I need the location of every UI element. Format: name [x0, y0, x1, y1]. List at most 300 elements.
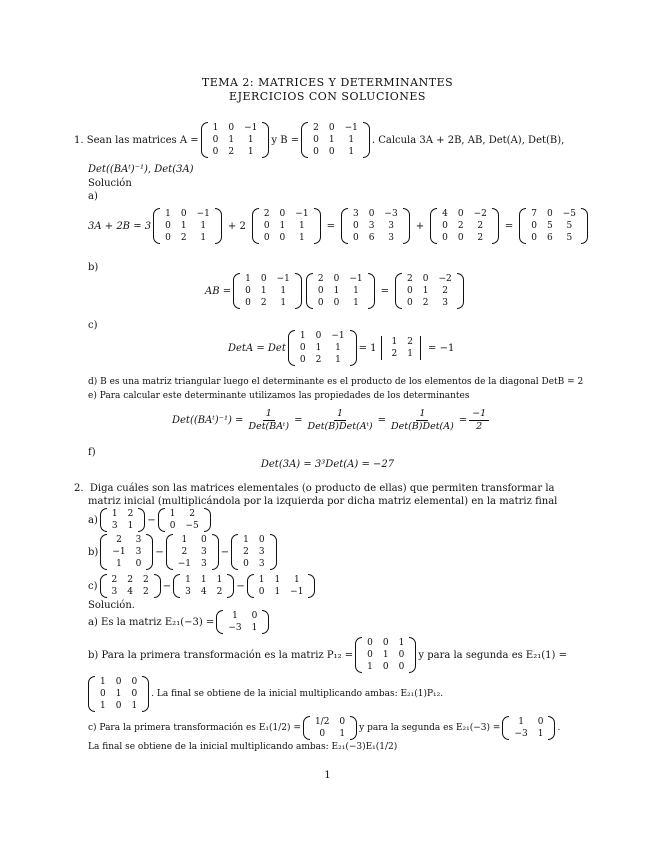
- right-paren: [204, 508, 211, 532]
- left-paren: [153, 208, 160, 244]
- matrix-entry: 3: [111, 587, 118, 597]
- matrix-entry: 1: [422, 286, 429, 296]
- matrix-entry: 1: [258, 575, 265, 585]
- matrix-entry: 3: [185, 587, 191, 597]
- matrix-entry: −1: [112, 547, 126, 557]
- matrix-entry: 2: [127, 509, 134, 519]
- matrix-entry: 0: [328, 123, 335, 133]
- right-paren: [350, 716, 357, 740]
- matrix-entry: 0: [382, 662, 389, 672]
- transform-arrow: −: [220, 546, 230, 558]
- solution-heading-1: Solución: [88, 178, 132, 189]
- matrix-entry: 4: [127, 587, 133, 597]
- matrix-entry: 1: [169, 509, 176, 519]
- exercise-1-and-b: y B =: [271, 134, 300, 146]
- matrix-entry: 1: [299, 221, 305, 231]
- exercise-2-number: 2.: [74, 483, 84, 494]
- matrix-entry: 2: [263, 209, 270, 219]
- fraction-1: $\frac{1}{\text{Det(BAᵗ)}}$: [248, 408, 290, 432]
- matrix-B-b: [306, 273, 375, 309]
- exercise-1-prompt: [74, 122, 564, 158]
- matrix-entry: 1: [212, 123, 219, 133]
- matrix-entry: 1: [200, 575, 207, 585]
- matrix-E21-neg3: [216, 610, 269, 634]
- matrix-entry: −5: [562, 209, 576, 219]
- matrix-entry: 3: [388, 233, 394, 243]
- matrix-entry: 1: [353, 298, 359, 308]
- matrix-entry: 3: [201, 559, 207, 569]
- right-paren: [492, 208, 499, 244]
- exercise-1-number: 1.: [74, 134, 84, 146]
- matrix-entry: 0: [398, 650, 405, 660]
- matrix-entry: 0: [258, 535, 265, 545]
- matrix-entry: 3: [442, 298, 448, 308]
- matrix-entry: 2: [116, 535, 122, 545]
- right-paren: [368, 273, 375, 309]
- matrix-entry: 2: [111, 575, 118, 585]
- part-c-label: c): [88, 320, 98, 331]
- matrix-entry: 1: [391, 337, 398, 347]
- left-paren: [247, 574, 254, 598]
- right-paren: [295, 273, 302, 309]
- matrix-entry: 0: [407, 286, 413, 296]
- exercise-1-prompt-line2: Det((BAᵗ)⁻¹), Det(3A): [88, 164, 194, 175]
- right-paren: [215, 208, 222, 244]
- matrix-entry: 1: [232, 611, 238, 621]
- matrix-entry: 4: [200, 587, 207, 597]
- matrix-entry: 0: [339, 717, 346, 727]
- matrix-entry: 0: [115, 701, 122, 711]
- matrix-entry: 5: [566, 233, 573, 243]
- matrix-entry: 1: [367, 662, 373, 672]
- matrix-A-b: [233, 273, 302, 309]
- right-paren: [314, 208, 321, 244]
- matrix-entry: 1: [280, 286, 287, 296]
- solution-heading-2: Solución.: [88, 600, 135, 611]
- right-paren: [581, 208, 588, 244]
- left-paren: [355, 637, 362, 673]
- ex2-a-initial: [100, 508, 145, 532]
- matrix-entry: 1: [333, 286, 340, 296]
- matrix-entry: 1: [518, 717, 524, 727]
- matrix-entry: 0: [531, 233, 537, 243]
- matrix-entry: 0: [398, 662, 405, 672]
- matrix-entry: 3: [111, 521, 118, 531]
- matrix-entry: 1: [299, 331, 306, 341]
- part-a-eq: =: [326, 220, 335, 232]
- part-a-label: a): [88, 191, 98, 202]
- matrix-entry: 1: [280, 298, 287, 308]
- matrix-entry: 0: [442, 221, 448, 231]
- matrix-entry: 6: [546, 233, 553, 243]
- matrix-entry: 0: [367, 638, 373, 648]
- matrix-entry: 0: [546, 209, 553, 219]
- ex2-c-final: [247, 574, 316, 598]
- fraction-3: $\frac{1}{\text{Det(B)Det(A)}}$: [391, 408, 454, 432]
- matrix-entry: 6: [368, 233, 375, 243]
- fraction-4: $\frac{-1}{2}$: [469, 408, 489, 433]
- matrix-entry: 1: [228, 135, 235, 145]
- left-paren: [252, 208, 259, 244]
- matrix-AB: [395, 273, 464, 309]
- matrix-entry: −1: [177, 559, 191, 569]
- matrix-A: [201, 122, 270, 158]
- matrix-entry: 0: [165, 221, 171, 231]
- matrix-entry: 4: [442, 209, 448, 219]
- ex2-b-label: b): [88, 546, 99, 558]
- matrix-entry: 1: [299, 233, 305, 243]
- matrix-entry: −1: [344, 123, 358, 133]
- ex2-solution-c-line1: c) Para la primera transformación es E₁(1/2) = 1/2 0 0 1 y para la segunda es E₂₁(−3) = 1 0 −3 1 .: [88, 717, 561, 739]
- matrix-A-c: [288, 330, 357, 366]
- matrix-entry: 0: [279, 233, 286, 243]
- part-e-lhs: Det((BAᵗ)⁻¹) =: [172, 415, 244, 426]
- matrix-entry: 1: [335, 343, 341, 353]
- matrix-entry: 1: [348, 147, 355, 157]
- exercise-2-prompt-line2: matriz inicial (multiplicándola por la izquierda por dicha matriz elemental) en la matriz final: [88, 496, 558, 507]
- matrix-entry: 5: [546, 221, 553, 231]
- matrix-entry: 2: [407, 274, 413, 284]
- matrix-entry: 1: [100, 701, 106, 711]
- matrix-entry: 1: [353, 286, 359, 296]
- matrix-entry: 0: [368, 209, 375, 219]
- part-f-label: f): [88, 447, 96, 458]
- matrix-entry: 1: [185, 575, 191, 585]
- minor-determinant: [379, 336, 426, 360]
- left-paren: [100, 508, 107, 532]
- matrix-entry: −3: [514, 729, 528, 739]
- matrix-entry: 0: [457, 233, 464, 243]
- ex2-solution-c-line2: La final se obtiene de la inicial multiplicando ambas: E₂₁(−3)E₁(1/2): [88, 742, 398, 752]
- matrix-entry: 1: [243, 535, 249, 545]
- matrix-entry: 2: [260, 298, 267, 308]
- right-paren: [350, 330, 357, 366]
- matrix-entry: 1/2: [314, 717, 330, 727]
- matrix-entry: 3: [258, 547, 265, 557]
- matrix-entry: 1: [315, 343, 322, 353]
- page-subtitle: EJERCICIOS CON SOLUCIONES: [229, 90, 426, 103]
- matrix-entry: 2: [422, 298, 429, 308]
- matrix-sum: [519, 208, 588, 244]
- left-paren: [201, 122, 208, 158]
- right-paren: [409, 637, 416, 673]
- matrix-3A: [341, 208, 410, 244]
- right-paren: [270, 534, 277, 570]
- right-paren: [403, 208, 410, 244]
- matrix-entry: 0: [169, 521, 176, 531]
- matrix-entry: 0: [260, 274, 267, 284]
- matrix-entry: 0: [228, 123, 235, 133]
- matrix-entry: 1: [382, 650, 389, 660]
- left-paren: [100, 574, 107, 598]
- matrix-entry: 2: [313, 123, 319, 133]
- part-a-equation: [88, 208, 590, 244]
- matrix-entry: 2: [477, 233, 484, 243]
- matrix-entry: 1: [165, 209, 171, 219]
- ex2-b-middle: [166, 534, 219, 570]
- ex2-b-initial: [100, 534, 153, 570]
- ex2-c-middle: [173, 574, 234, 598]
- left-paren: [166, 534, 173, 570]
- matrix-entry: 0: [352, 233, 359, 243]
- matrix-entry: 0: [279, 209, 286, 219]
- matrix-entry: 3: [201, 547, 207, 557]
- left-paren: [306, 273, 313, 309]
- matrix-A-copy: [153, 208, 222, 244]
- right-paren: [308, 574, 315, 598]
- ex2-c-label: c): [88, 580, 98, 592]
- left-paren: [502, 716, 509, 740]
- part-b-label: b): [88, 262, 99, 273]
- exercise-1-text-start: Sean las matrices A =: [86, 134, 199, 146]
- part-f-equation: Det(3A) = 3³Det(A) = −27: [260, 459, 395, 470]
- matrix-entry: 1: [274, 575, 281, 585]
- matrix-entry: −1: [290, 587, 304, 597]
- ex2-solution-a: a) Es la matriz E₂₁(−3) = 1 0 −3 1: [88, 610, 271, 634]
- matrix-entry: 1: [251, 623, 258, 633]
- matrix-entry: 0: [367, 650, 373, 660]
- matrix-entry: 2: [216, 587, 223, 597]
- matrix-P12: [355, 637, 416, 673]
- left-paren: [288, 330, 295, 366]
- matrix-entry: −1: [331, 331, 345, 341]
- ex2-part-a: [88, 508, 213, 532]
- matrix-entry: 0: [299, 343, 306, 353]
- matrix-E21-1: [88, 676, 149, 712]
- matrix-entry: 3: [258, 559, 265, 569]
- left-paren: [303, 716, 310, 740]
- matrix-entry: 3: [135, 547, 142, 557]
- right-paren: [227, 574, 234, 598]
- matrix-entry: 1: [111, 509, 118, 519]
- matrix-entry: 0: [251, 611, 258, 621]
- matrix-entry: 1: [348, 135, 355, 145]
- matrix-entry: 1: [260, 286, 267, 296]
- part-b-eq: =: [380, 285, 390, 297]
- matrix-entry: 1: [200, 221, 207, 231]
- left-paren: [395, 273, 402, 309]
- exercise-2-prompt-line1: 2. Diga cuáles son las matrices elementales (o producto de ellas) que permiten transformar la: [74, 483, 555, 494]
- matrix-entry: 0: [131, 677, 138, 687]
- matrix-entry: 0: [442, 233, 448, 243]
- matrix-entry: 2: [142, 575, 149, 585]
- matrix-B-copy: [252, 208, 321, 244]
- matrix-entry: 2: [243, 547, 249, 557]
- right-paren: [142, 676, 149, 712]
- ex2-solution-b-line1: b) Para la primera transformación es la matriz P₁₂ = 0 0 1 0 1 0 1 0 0 y para la segunda es E₂₁(1) =: [88, 638, 567, 672]
- matrix-entry: 1: [293, 575, 300, 585]
- part-c-eq1: = 1: [358, 342, 377, 354]
- matrix-entry: 0: [212, 135, 219, 145]
- matrix-entry: 3: [352, 209, 359, 219]
- matrix-entry: 2: [477, 221, 484, 231]
- left-paren: [301, 122, 308, 158]
- matrix-entry: −1: [349, 274, 363, 284]
- left-paren: [519, 208, 526, 244]
- exercise-1-text-end: . Calcula 3A + 2B, AB, Det(A), Det(B),: [371, 134, 565, 146]
- matrix-entry: 1: [216, 575, 223, 585]
- matrix-entry: −3: [384, 209, 398, 219]
- matrix-entry: 2: [315, 355, 322, 365]
- part-b-equation: [205, 273, 466, 309]
- matrix-entry: 1: [328, 135, 335, 145]
- matrix-entry: 0: [333, 274, 340, 284]
- left-paren: [231, 534, 238, 570]
- left-paren: [173, 574, 180, 598]
- matrix-entry: 0: [352, 221, 359, 231]
- matrix-entry: 0: [317, 286, 324, 296]
- matrix-E1-half: [303, 716, 357, 740]
- matrix-entry: 1: [100, 677, 106, 687]
- matrix-entry: 1: [274, 587, 281, 597]
- matrix-entry: 0: [531, 221, 537, 231]
- part-a-plus: +: [415, 220, 425, 232]
- left-paren: [158, 508, 165, 532]
- matrix-entry: 0: [313, 135, 319, 145]
- part-a-eq2: =: [504, 220, 514, 232]
- matrix-entry: 3: [368, 221, 375, 231]
- part-e-equation: Det((BAᵗ)⁻¹) = $\frac{1}{\text{Det(BAᵗ)}}$ = $\frac{1}{\text{Det(B)Det(Aᵗ)}}$ = $\frac{1}{\text{Det(B)Det(A)}}$ = $\frac{-1}{2}$: [172, 408, 491, 433]
- matrix-entry: 1: [200, 233, 207, 243]
- part-c-equation: [228, 330, 454, 366]
- matrix-entry: 7: [531, 209, 537, 219]
- det-bar-right: [420, 336, 424, 360]
- matrix-entry: 0: [407, 298, 413, 308]
- left-paren: [341, 208, 348, 244]
- matrix-entry: 0: [135, 559, 142, 569]
- matrix-entry: 0: [243, 559, 249, 569]
- matrix-entry: 0: [165, 233, 171, 243]
- matrix-entry: 1: [339, 729, 346, 739]
- matrix-entry: 0: [258, 587, 265, 597]
- left-paren: [100, 534, 107, 570]
- right-paren: [154, 574, 161, 598]
- ex2-a-final: [158, 508, 211, 532]
- right-paren: [548, 716, 555, 740]
- matrix-entry: 0: [315, 331, 322, 341]
- matrix-2B: [430, 208, 499, 244]
- matrix-entry: 1: [181, 535, 188, 545]
- matrix-entry: 1: [131, 701, 138, 711]
- transform-arrow: −: [147, 514, 156, 526]
- left-paren: [430, 208, 437, 244]
- matrix-entry: 0: [328, 147, 335, 157]
- matrix-entry: −2: [473, 209, 487, 219]
- part-a-plus2: + 2: [227, 220, 246, 232]
- right-paren: [146, 534, 153, 570]
- right-paren: [212, 534, 219, 570]
- matrix-E21-neg3-c: [502, 716, 555, 740]
- matrix-entry: 0: [317, 298, 324, 308]
- matrix-entry: 1: [127, 521, 134, 531]
- right-paren: [262, 122, 269, 158]
- left-paren: [233, 273, 240, 309]
- matrix-entry: 3: [388, 221, 394, 231]
- matrix-entry: 1: [115, 689, 122, 699]
- transform-arrow: −: [236, 580, 245, 592]
- part-e-text: e) Para calcular este determinante utilizamos las propiedades de los determinantes: [88, 391, 470, 401]
- page-title: TEMA 2: MATRICES Y DETERMINANTES: [201, 76, 454, 89]
- left-paren: [216, 610, 223, 634]
- matrix-entry: 0: [180, 209, 187, 219]
- matrix-B: [301, 122, 370, 158]
- matrix-entry: 2: [127, 575, 133, 585]
- matrix-entry: −1: [295, 209, 309, 219]
- part-b-lhs: AB =: [205, 285, 232, 297]
- matrix-entry: 0: [457, 209, 464, 219]
- ex2-b-final: [231, 534, 276, 570]
- matrix-entry: 0: [131, 689, 138, 699]
- matrix-entry: −1: [276, 274, 290, 284]
- matrix-entry: 1: [398, 638, 405, 648]
- ex2-part-b: [88, 534, 279, 570]
- matrix-entry: −1: [244, 123, 258, 133]
- matrix-entry: 2: [391, 349, 398, 359]
- matrix-entry: −2: [438, 274, 452, 284]
- right-paren: [138, 508, 145, 532]
- matrix-entry: 0: [115, 677, 122, 687]
- matrix-entry: 5: [566, 221, 573, 231]
- matrix-entry: 0: [263, 221, 270, 231]
- matrix-entry: 1: [180, 221, 187, 231]
- part-c-result: = −1: [428, 342, 455, 354]
- matrix-entry: 2: [181, 547, 188, 557]
- matrix-entry: 1: [407, 349, 414, 359]
- matrix-entry: 0: [422, 274, 429, 284]
- ex2-solution-b-line2: 1 0 0 0 1 0 1 0 1 . La final se obtiene de la inicial multiplicando ambas: E₂₁(1)P₁₂.: [86, 676, 443, 712]
- matrix-entry: 0: [382, 638, 389, 648]
- matrix-entry: 1: [537, 729, 544, 739]
- matrix-entry: 2: [180, 233, 187, 243]
- matrix-entry: 1: [335, 355, 341, 365]
- matrix-entry: 0: [313, 147, 319, 157]
- part-c-lhs: DetA = Det: [228, 342, 286, 354]
- transform-arrow: −: [162, 580, 172, 592]
- ex2-a-label: a): [88, 514, 98, 526]
- matrix-entry: 2: [442, 286, 448, 296]
- matrix-entry: 2: [228, 147, 235, 157]
- part-a-lhs: 3A + 2B = 3: [88, 220, 152, 232]
- matrix-entry: 0: [100, 689, 106, 699]
- matrix-entry: 0: [263, 233, 270, 243]
- matrix-entry: 0: [212, 147, 219, 157]
- part-d-text: d) B es una matriz triangular luego el determinante es el producto de los elementos de la diagonal DetB = 2: [88, 377, 584, 387]
- matrix-entry: −5: [185, 521, 199, 531]
- page-number: 1: [324, 770, 331, 781]
- matrix-entry: 1: [245, 274, 251, 284]
- ex2-part-c: [88, 574, 317, 598]
- matrix-entry: 1: [279, 221, 286, 231]
- transform-arrow: −: [155, 546, 164, 558]
- matrix-entry: 1: [247, 147, 254, 157]
- fraction-2: $\frac{1}{\text{Det(B)Det(Aᵗ)}}$: [307, 408, 373, 432]
- matrix-entry: 2: [317, 274, 324, 284]
- right-paren: [262, 610, 269, 634]
- matrix-entry: 0: [201, 535, 207, 545]
- matrix-entry: 2: [457, 221, 464, 231]
- matrix-entry: 0: [537, 717, 544, 727]
- right-paren: [457, 273, 464, 309]
- ex2-c-initial: [100, 574, 161, 598]
- matrix-entry: 0: [299, 355, 306, 365]
- matrix-entry: −1: [196, 209, 210, 219]
- matrix-entry: 0: [333, 298, 340, 308]
- matrix-entry: 0: [319, 729, 326, 739]
- left-paren: [88, 676, 95, 712]
- matrix-entry: 2: [407, 337, 414, 347]
- matrix-entry: 2: [142, 587, 149, 597]
- det-bar-left: [381, 336, 385, 360]
